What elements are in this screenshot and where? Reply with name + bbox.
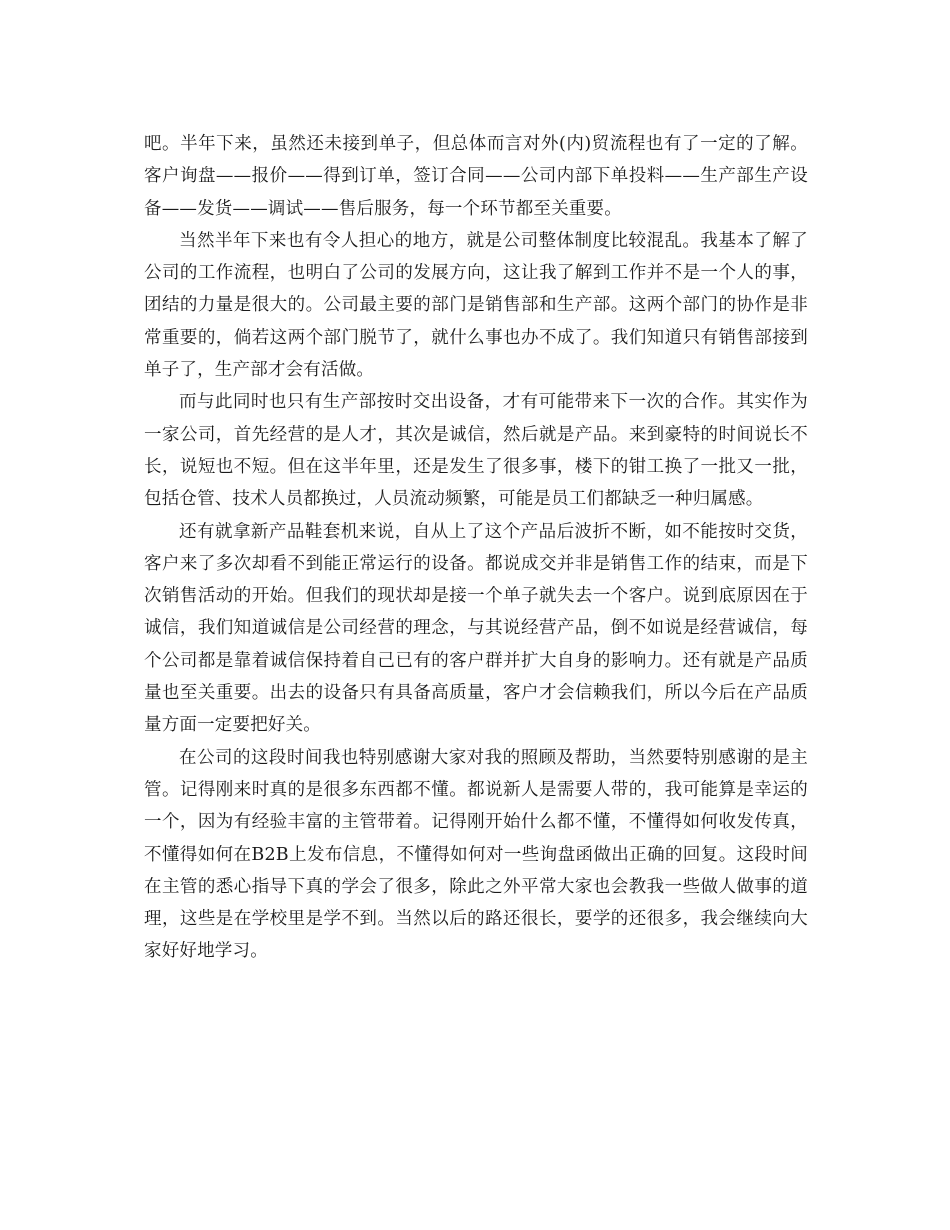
paragraph-1: 吧。半年下来，虽然还未接到单子，但总体而言对外(内)贸流程也有了一定的了解。客户询盘——报价——得到订单，签订合同——公司内部下单投料——生产部生产设备——发货——调试——售后服务，每一个环节都至关重要。: [144, 134, 808, 219]
document-body: [144, 128, 808, 968]
paragraph-5: 在公司的这段时间我也特别感谢大家对我的照顾及帮助，当然要特别感谢的是主管。记得刚来时真的是很多东西都不懂。都说新人是需要人带的，我可能算是幸运的一个，因为有经验丰富的主管带着。记得刚开始什么都不懂，不懂得如何收发传真，不懂得如何在B2B上发布信息，不懂得如何对一些询盘函做出正确的回复。这段时间在主管的悉心指导下真的学会了很多，除此之外平常大家也会教我一些做人做事的道理，这些是在学校里是学不到。当然以后的路还很长，要学的还很多，我会继续向大家好好地学习。: [144, 747, 808, 962]
paragraph-3: 而与此同时也只有生产部按时交出设备，才有可能带来下一次的合作。其实作为一家公司，首先经营的是人才，其次是诚信，然后就是产品。来到豪特的时间说长不长，说短也不短。但在这半年里，还是发生了很多事，楼下的钳工换了一批又一批，包括仓管、技术人员都换过，人员流动频繁，可能是员工们都缺乏一种归属感。: [144, 392, 808, 510]
paragraph-2: 当然半年下来也有令人担心的地方，就是公司整体制度比较混乱。我基本了解了公司的工作流程，也明白了公司的发展方向，这让我了解到工作并不是一个人的事，团结的力量是很大的。公司最主要的部门是销售部和生产部。这两个部门的协作是非常重要的，倘若这两个部门脱节了，就什么事也办不成了。我们知道只有销售部接到单子了，生产部才会有活做。: [144, 230, 808, 381]
paragraph-4: 还有就拿新产品鞋套机来说，自从上了这个产品后波折不断，如不能按时交货，客户来了多次却看不到能正常运行的设备。都说成交并非是销售工作的结束，而是下次销售活动的开始。但我们的现状却是接一个单子就失去一个客户。说到底原因在于诚信，我们知道诚信是公司经营的理念，与其说经营产品，倒不如说是经营诚信，每个公司都是靠着诚信保持着自己已有的客户群并扩大自身的影响力。还有就是产品质量也至关重要。出去的设备只有具备高质量，客户才会信赖我们，所以今后在产品质量方面一定要把好关。: [144, 521, 808, 736]
